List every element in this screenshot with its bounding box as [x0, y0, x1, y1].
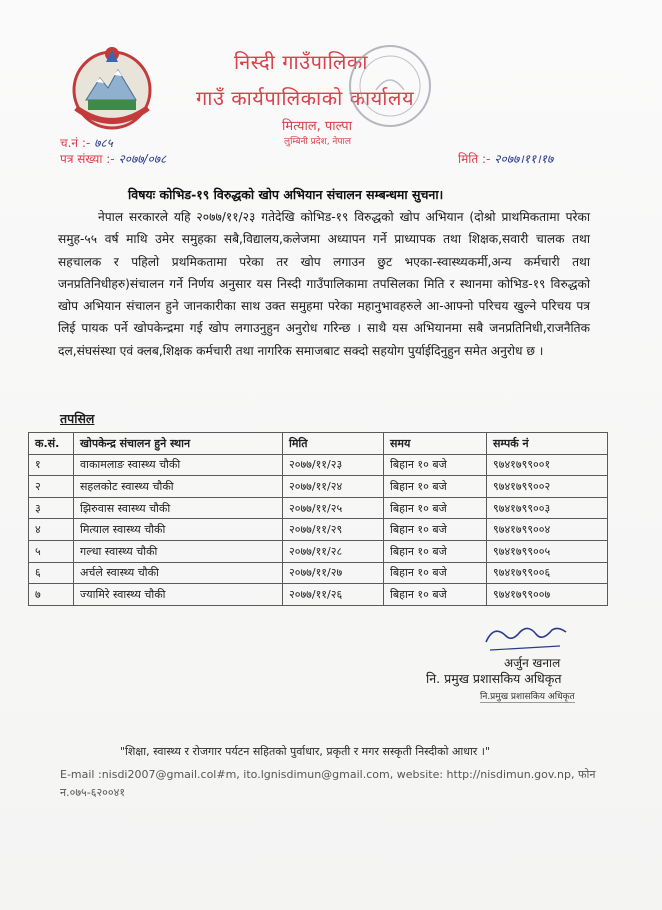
header-date: मिति [283, 433, 384, 455]
table-row [29, 497, 608, 519]
cell-location: वाकामलाङ स्वास्थ्य चौकी [74, 454, 283, 476]
header-time: समय [384, 433, 487, 455]
cell-serial: ३ [29, 497, 74, 519]
date-value: २०७७।११।१७ [494, 152, 554, 166]
cell-location: अर्चले स्वास्थ्य चौकी [74, 562, 283, 584]
cell-time: बिहान १० बजे [384, 454, 487, 476]
table-header-row [29, 433, 608, 455]
cell-date: २०७७/११/२४ [283, 476, 384, 498]
cell-location: सहलकोट स्वास्थ्य चौकी [74, 476, 283, 498]
handwritten-signature-icon [480, 620, 570, 658]
chalani-label: च.नं :- [60, 136, 91, 150]
cell-location: मित्याल स्वास्थ्य चौकी [74, 519, 283, 541]
signatory-title: नि. प्रमुख प्रशासकिय अधिकृत [426, 671, 562, 686]
patra-value: २०७७/०७८ [118, 152, 167, 166]
date-label: मिति :- [458, 152, 491, 166]
cell-date: २०७७/११/२७ [283, 562, 384, 584]
cell-serial: १ [29, 454, 74, 476]
cell-time: बिहान १० बजे [384, 584, 487, 606]
cell-contact: ९७४१७९९००५ [487, 540, 608, 562]
header-serial: क.सं. [29, 433, 74, 455]
letterhead-title: निस्दी गाउँपालिका [234, 50, 368, 74]
cell-serial: २ [29, 476, 74, 498]
cell-time: बिहान १० बजे [384, 519, 487, 541]
cell-date: २०७७/११/२९ [283, 519, 384, 541]
cell-location: ज्यामिरे स्वास्थ्य चौकी [74, 584, 283, 606]
cell-location: गल्धा स्वास्थ्य चौकी [74, 540, 283, 562]
table-row [29, 519, 608, 541]
cell-serial: ४ [29, 519, 74, 541]
subject-line: विषयः कोभिड-१९ विरुद्धको खोप अभियान संचालन सम्बन्धमा सुचना। [128, 187, 444, 202]
signatory-stamp: नि.प्रमुख प्रशासकिय अधिकृत [480, 689, 575, 703]
table-row [29, 562, 608, 584]
chalani-value: ७८५ [94, 136, 113, 150]
letterhead-province: लुम्बिनी प्रदेश, नेपाल [284, 137, 351, 147]
cell-date: २०७७/११/२५ [283, 497, 384, 519]
cell-location: झिरुवास स्वास्थ्य चौकी [74, 497, 283, 519]
letter-date [458, 150, 553, 167]
cell-date: २०७७/११/२६ [283, 584, 384, 606]
table-row [29, 584, 608, 606]
table-row [29, 454, 608, 476]
cell-time: बिहान १० बजे [384, 476, 487, 498]
cell-time: बिहान १० बजे [384, 540, 487, 562]
cell-date: २०७७/११/२३ [283, 454, 384, 476]
header-location: खोपकेन्द्र संचालन हुने स्थान [74, 433, 283, 455]
patra-sankhya [60, 150, 166, 167]
cell-contact: ९७४१७९९००३ [487, 497, 608, 519]
table-row [29, 476, 608, 498]
cell-date: २०७७/११/२८ [283, 540, 384, 562]
letterhead-subtitle: गाउँ कार्यपालिकाको कार्यालय [196, 86, 415, 110]
tapsil-heading: तपसिल [60, 411, 95, 426]
footer-slogan: "शिक्षा, स्वास्थ्य र रोजगार पर्यटन सहितको पुर्वाधार, प्रकृती र मगर सस्कृती निस्दीको आधार ।" [120, 745, 491, 758]
footer-contact: E-mail :nisdi2007@gmail.col#m, ito.lgnisdimun@gmail.com, website: http://nisdimun.gov.np, फोन न.०७५-६२००४१ [60, 768, 596, 799]
cell-time: बिहान १० बजे [384, 562, 487, 584]
cell-serial: ७ [29, 584, 74, 606]
cell-contact: ९७४१७९९००४ [487, 519, 608, 541]
vaccination-schedule-table [28, 432, 608, 606]
cell-contact: ९७४१७९९००१ [487, 454, 608, 476]
body-paragraph: नेपाल सरकारले यहि २०७७/११/२३ गतेदेखि कोभिड-१९ विरुद्धको खोप अभियान (दोश्रो प्राथमिकतामा परेका समुह-५५ वर्ष माथि उमेर समुहका सबै,विद्यालय,कलेजमा अध्यापन गर्ने प्राध्यापक तथा शिक्षक,सवारी चालक तथा सहचालक र पहिलो प्रथमिकतामा परेका तर खोप लगाउन छुट भएका-स्वास्थ्यकर्मी,अन्य कर्मचारी तथा जनप्रतिनिधीहरु)संचालन गर्ने निर्णय अनुसार यस निस्दी गाउँपालिकामा तपसिलका मिति र स्थानमा कोभिड-१९ विरुद्धको खोप अभियान संचालन हुने जानकारीका साथ उक्त समुहमा परेका महानुभावहरुले आ-आफ्नो परिचय खुल्ने परिचय पत्र लिई पायक पर्ने खोपकेन्द्रमा गई खोप लगाउनुहुन अनुरोध गरिन्छ । साथै यस अभियानमा सबै जनप्रतिनिधी,राजनैतिक दल,संघसंस्था एवं क्लब,शिक्षक कर्मचारी तथा नागरिक समाजबाट सक्दो सहयोग पुर्याईदिनुहुन समेत अनुरोध छ । [58, 210, 590, 358]
cell-serial: ६ [29, 562, 74, 584]
cell-time: बिहान १० बजे [384, 497, 487, 519]
chalani-number [60, 134, 113, 151]
cell-serial: ५ [29, 540, 74, 562]
letterhead-address: मित्याल, पाल्पा [282, 119, 352, 134]
office-seal-icon [346, 42, 434, 130]
signatory-name: अर्जुन खनाल [504, 656, 561, 670]
cell-contact: ९७४१७९९००२ [487, 476, 608, 498]
cell-contact: ९७४१७९९००७ [487, 584, 608, 606]
nepal-emblem-icon [66, 42, 158, 134]
cell-contact: ९७४१७९९००६ [487, 562, 608, 584]
header-contact: सम्पर्क नं [487, 433, 608, 455]
table-row [29, 540, 608, 562]
patra-label: पत्र संख्या :- [60, 152, 115, 166]
